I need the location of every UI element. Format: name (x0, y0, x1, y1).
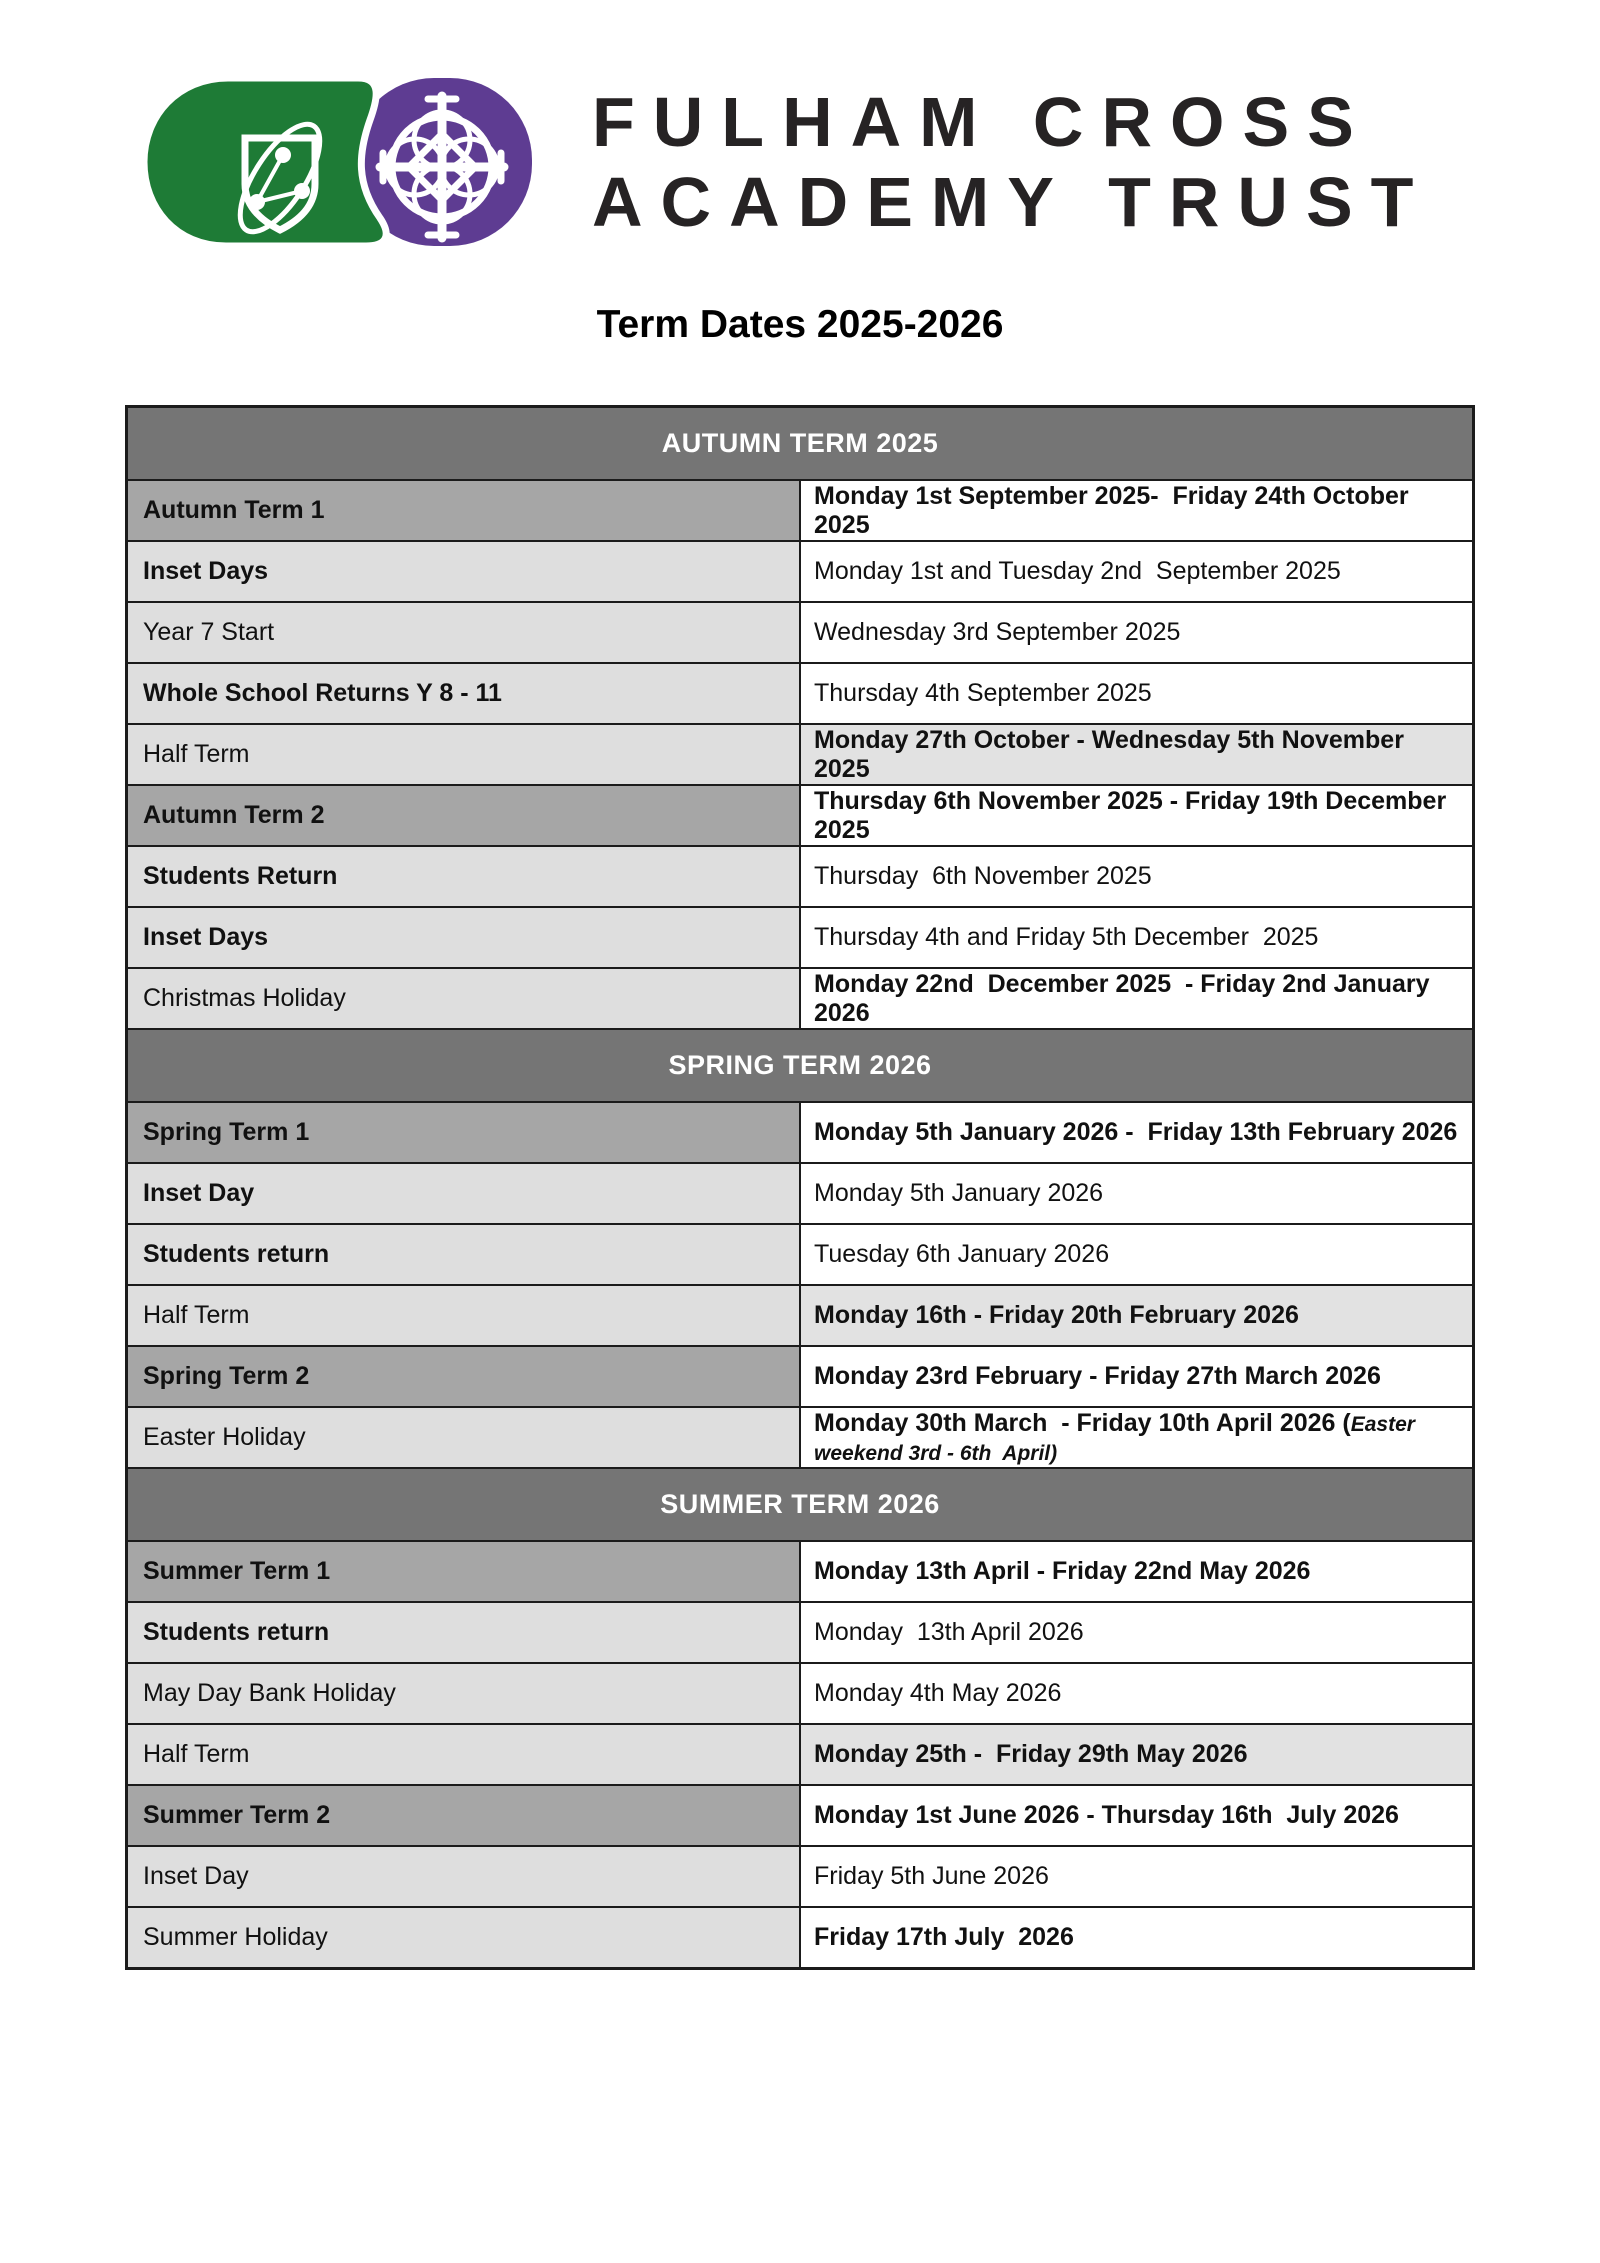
table-row (127, 1663, 1474, 1724)
row-label-cell: Summer Holiday (127, 1907, 801, 1969)
row-label-cell: Inset Day (127, 1846, 801, 1907)
table-row (127, 541, 1474, 602)
row-value-cell (800, 785, 1474, 846)
row-label-cell: Christmas Holiday (127, 968, 801, 1029)
row-value-text: Monday 30th March - Friday 10th April 2026 ( (814, 1408, 1351, 1437)
row-value-cell (800, 846, 1474, 907)
row-value-text: Monday 1st and Tuesday 2nd September 2025 (814, 557, 1341, 585)
row-value-text: Monday 27th October - Wednesday 5th November 2025 (814, 725, 1411, 783)
row-label-cell: Inset Day (127, 1163, 801, 1224)
page-title: Term Dates 2025-2026 (596, 303, 1004, 346)
table-row (127, 968, 1474, 1029)
section-header-row (127, 407, 1474, 481)
brand-text (592, 82, 1431, 242)
row-value-cell (800, 1785, 1474, 1846)
row-label-cell: Autumn Term 1 (127, 480, 801, 541)
trust-logo-svg (140, 76, 540, 248)
row-label-cell: Spring Term 1 (127, 1102, 801, 1163)
row-label-cell: Inset Days (127, 541, 801, 602)
row-value-text: Monday 1st June 2026 - Thursday 16th July 2026 (814, 1801, 1399, 1829)
row-value-text: Thursday 4th and Friday 5th December 2025 (814, 923, 1319, 951)
row-value-text: Thursday 6th November 2025 - Friday 19th December 2025 (814, 786, 1454, 844)
table-row (127, 1224, 1474, 1285)
row-value-cell (800, 1907, 1474, 1969)
row-value-cell (800, 968, 1474, 1029)
row-value-cell (800, 1346, 1474, 1407)
table-row (127, 1346, 1474, 1407)
table-row (127, 907, 1474, 968)
section-header: SPRING TERM 2026 (127, 1029, 1474, 1102)
table-row (127, 1724, 1474, 1785)
section-header: AUTUMN TERM 2025 (127, 407, 1474, 481)
brand-name-line1: FULHAM CROSS (592, 83, 1372, 161)
row-label-cell: Year 7 Start (127, 602, 801, 663)
table-row (127, 1846, 1474, 1907)
row-value-cell (800, 1602, 1474, 1663)
row-label-cell: Easter Holiday (127, 1407, 801, 1468)
row-value-text: Monday 1st September 2025- Friday 24th October 2025 (814, 481, 1416, 539)
table-row (127, 1102, 1474, 1163)
row-label-cell: Half Term (127, 724, 801, 785)
row-value-text: Monday 13th April 2026 (814, 1618, 1084, 1646)
row-value-text: Monday 4th May 2026 (814, 1679, 1062, 1707)
table-row (127, 724, 1474, 785)
table-row (127, 1602, 1474, 1663)
row-label-cell: May Day Bank Holiday (127, 1663, 801, 1724)
table-row (127, 480, 1474, 541)
row-label-cell: Half Term (127, 1285, 801, 1346)
row-value-cell (800, 602, 1474, 663)
term-table-body (127, 407, 1474, 1969)
row-value-cell (800, 1407, 1474, 1468)
row-value-text: Monday 16th - Friday 20th February 2026 (814, 1301, 1299, 1329)
section-header-row (127, 1029, 1474, 1102)
row-value-cell (800, 724, 1474, 785)
row-value-cell (800, 1724, 1474, 1785)
row-value-text: Wednesday 3rd September 2025 (814, 618, 1181, 646)
table-row (127, 785, 1474, 846)
section-header: SUMMER TERM 2026 (127, 1468, 1474, 1541)
row-value-cell (800, 1285, 1474, 1346)
row-value-cell (800, 1541, 1474, 1602)
row-value-text: Tuesday 6th January 2026 (814, 1240, 1110, 1268)
row-label-cell: Inset Days (127, 907, 801, 968)
table-row (127, 1407, 1474, 1468)
row-value-text: Friday 17th July 2026 (814, 1923, 1074, 1951)
term-dates-table (125, 405, 1475, 1970)
row-value-cell (800, 541, 1474, 602)
table-row (127, 663, 1474, 724)
row-label-cell: Whole School Returns Y 8 - 11 (127, 663, 801, 724)
row-value-cell (800, 907, 1474, 968)
row-label-cell: Half Term (127, 1724, 801, 1785)
row-value-note: Easter weekend 3rd - 6th April) (814, 1412, 1421, 1465)
row-value-cell (800, 480, 1474, 541)
row-value-cell (800, 1663, 1474, 1724)
row-value-cell (800, 1163, 1474, 1224)
table-row (127, 602, 1474, 663)
trust-logo (140, 76, 540, 248)
row-value-cell (800, 1224, 1474, 1285)
row-value-text: Thursday 6th November 2025 (814, 862, 1152, 890)
table-row (127, 1785, 1474, 1846)
brand-name-line2: ACADEMY TRUST (592, 163, 1432, 241)
table-row (127, 1541, 1474, 1602)
row-label-cell: Students Return (127, 846, 801, 907)
row-value-cell (800, 1102, 1474, 1163)
row-value-text: Monday 23rd February - Friday 27th March 2026 (814, 1362, 1381, 1390)
row-value-cell (800, 1846, 1474, 1907)
table-row (127, 1285, 1474, 1346)
row-value-text: Monday 25th - Friday 29th May 2026 (814, 1740, 1248, 1768)
table-row (127, 846, 1474, 907)
row-value-text: Monday 5th January 2026 - Friday 13th February 2026 (814, 1118, 1458, 1146)
row-label-cell: Spring Term 2 (127, 1346, 801, 1407)
row-value-text: Friday 5th June 2026 (814, 1862, 1049, 1890)
row-value-text: Monday 22nd December 2025 - Friday 2nd January 2026 (814, 969, 1437, 1027)
row-value-text: Monday 5th January 2026 (814, 1179, 1104, 1207)
table-row (127, 1907, 1474, 1969)
row-value-text: Monday 13th April - Friday 22nd May 2026 (814, 1557, 1311, 1585)
table-row (127, 1163, 1474, 1224)
row-value-text: Thursday 4th September 2025 (814, 679, 1152, 707)
row-label-cell: Students return (127, 1224, 801, 1285)
row-label-cell: Summer Term 1 (127, 1541, 801, 1602)
row-label-cell: Summer Term 2 (127, 1785, 801, 1846)
row-label-cell: Students return (127, 1602, 801, 1663)
brand-header (140, 76, 1431, 248)
row-label-cell: Autumn Term 2 (127, 785, 801, 846)
section-header-row (127, 1468, 1474, 1541)
row-value-cell (800, 663, 1474, 724)
